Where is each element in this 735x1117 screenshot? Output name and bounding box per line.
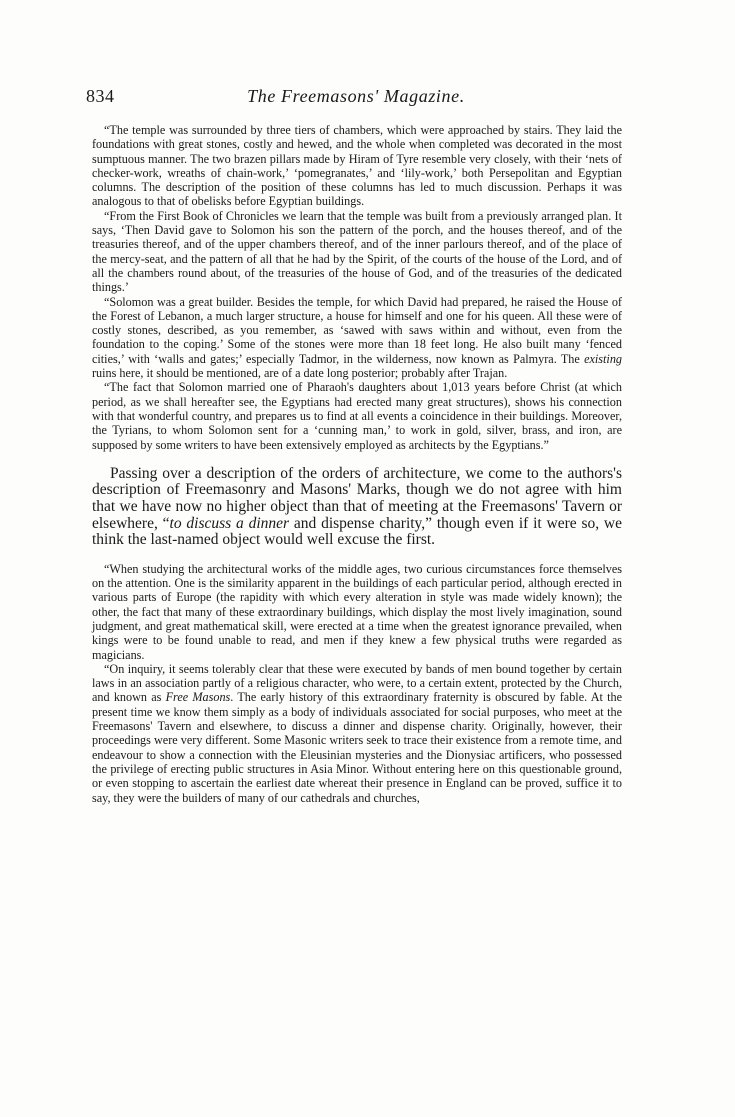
reviewer-commentary [92,466,622,549]
commentary-text: and dispense charity,” though even if it were so, we think the last-named object would well excuse the first. [92,514,623,549]
quote-text: “On inquiry, it seems tolerably clear that these were executed by bands of men bound together by certain laws in an association partly of a religious character, who were, to a certain extent, protected by the Church, and known as [92,661,622,705]
page-number: 834 [86,86,115,106]
quote-paragraph [92,662,622,805]
quote-text: ruins here, it should be mentioned, are of a date long posterior; probably after Trajan. [92,366,508,381]
italic-phrase: to discuss a dinner [169,514,290,532]
article-body [92,123,622,805]
quote-paragraph: “The temple was surrounded by three tiers of chambers, which were approached by stairs. They laid the foundations with great stones, costly and hewed, and the whole when completed was decorated in the most sumptuous manner. The two brazen pillars made by Hiram of Tyre resemble very closely, with their ‘nets of checker-work, wreaths of chain-work,’ ‘pomegranates,’ and ‘lily-work,’ both Persepolitan and Egyptian columns. The description of the position of these columns has led to much discussion. Perhaps it was analogous to that of obelisks before Egyptian buildings. [92,123,622,209]
quote-text: “Solomon was a great builder. Besides the temple, for which David had prepared, he raised the House of the Forest of Lebanon, a much larger structure, a house for himself and one for his queen. All these were of costly stones, described, as you remember, as ‘sawed with saws within and without, even from the foundation to the coping.’ Some of the stones were more than 18 feet long. He also built many ‘fenced cities,’ with ‘walls and gates;’ especially Tadmor, in the wilderness, now known as Palmyra. The [92,294,622,366]
quoted-passage-middle-ages [92,562,622,805]
quote-paragraph: “From the First Book of Chronicles we learn that the temple was built from a previously arranged plan. It says, ‘Then David gave to Solomon his son the pattern of the porch, and the houses thereof, and of the treasuries thereof, and of the upper chambers thereof, and of the inner parlours thereof, and of the place of the mercy-seat, and the pattern of all that he had by the Spirit, of the courts of the house of the Lord, and of all the chambers round about, of the treasuries of the house of God, and of the treasuries of the dedicated things.’ [92,208,622,295]
page-header [86,86,626,110]
italic-word-existing: existing [584,351,623,366]
quote-text: . The early history of this extraordinary fraternity is obscured by fable. At the present time we know them simply as a body of individuals associated for social purposes, who meet at the Freemasons' Tavern and elsewhere, to discuss a dinner and dispense charity. Originally, however, their proceedings were very different. Some Masonic writers seek to trace their existence from a remote time, and endeavour to show a connection with the Eleusinian mysteries and the Dionysiac artificers, who possessed the privilege of erecting public structures in Asia Minor. Without entering here on this questionable ground, or even stopping to ascertain the earliest date whereat their presence in England can be proved, suffice it to say, they were the builders of many of our cathedrals and churches, [92,690,622,805]
quoted-passage-temple [92,123,622,452]
quote-paragraph [92,295,622,381]
commentary-paragraph [92,466,622,549]
commentary-text: Passing over a description of the orders of architecture, we come to the authors's description of Freemasonry and Masons' Marks, though we do not agree with him that we have now no higher object than that of meeting at the Freemasons' Tavern or elsewhere, “ [92,464,622,532]
italic-phrase-free-masons: Free Masons [165,690,231,705]
quote-paragraph: “The fact that Solomon married one of Pharaoh's daughters about 1,013 years before Christ (at which period, as we shall hereafter see, the Egyptians had erected many great structures), shows his connection with that wonderful country, and prepares us to find at all events a coincidence in their buildings. Moreover, the Tyrians, to whom Solomon sent for a ‘cunning man,’ to work in gold, silver, brass, and iron, are supposed by some writers to have been extensively employed as architects by the Egyptians.” [92,380,622,452]
quote-paragraph: “When studying the architectural works of the middle ages, two curious circumstances force themselves on the attention. One is the similarity apparent in the buildings of each particular period, although erected in various parts of Europe (the rapidity with which every alteration in style was made widely known); the other, the fact that many of these extraordinary buildings, which display the most lively imagination, sound judgment, and great mathematical skill, were erected at a time when the greatest ignorance prevailed, when kings were to be found unable to read, and men if they knew a few physical truths were regarded as magicians. [92,561,622,662]
running-title: The Freemasons' Magazine. [247,86,465,106]
